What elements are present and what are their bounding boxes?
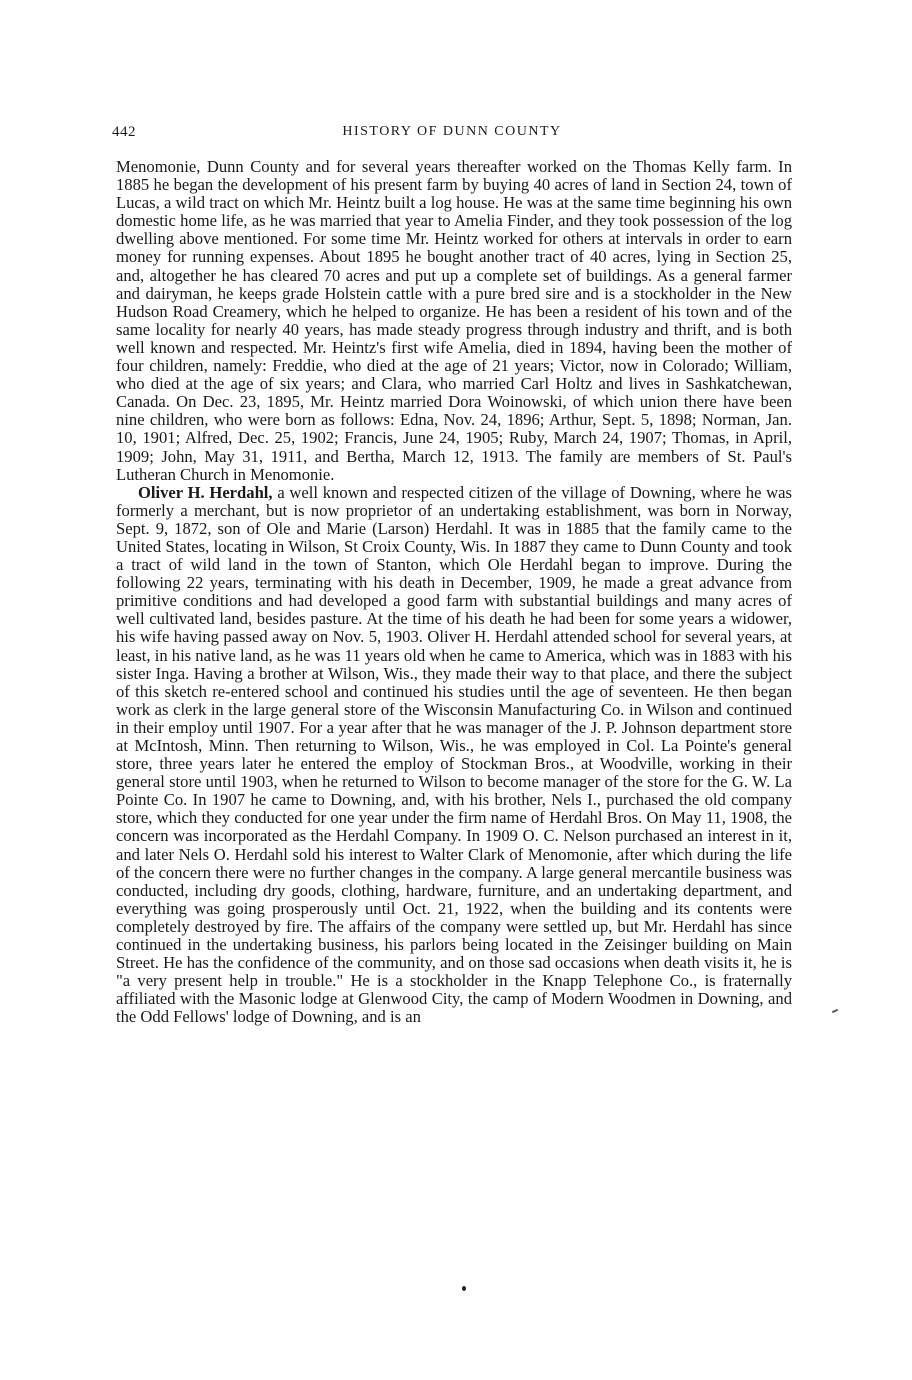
stray-ink-mark [462, 1286, 466, 1291]
margin-speck-mark [832, 1009, 838, 1013]
body-text [116, 158, 792, 1027]
paragraph-heintz-continued: Menomonie, Dunn County and for several years thereafter worked on the Thomas Kelly farm. In 1885 he began the development of his present farm by buying 40 acres of land in Section 24, town of Lucas, a wild tract on which Mr. Heintz built a log house. He was at the same time beginning his own domestic home life, as he was married that year to Amelia Finder, and they took possession of the log dwelling above mentioned. For some time Mr. Heintz worked for others at intervals in order to earn money for running expenses. About 1895 he bought another tract of 40 acres, lying in Section 25, and, altogether he has cleared 70 acres and put up a complete set of buildings. As a general farmer and dairyman, he keeps grade Holstein cattle with a pure bred sire and is a stockholder in the New Hudson Road Creamery, which he helped to organize. He has been a resident of his town and of the same locality for nearly 40 years, has made steady progress through industry and thrift, and is both well known and respected. Mr. Heintz's first wife Amelia, died in 1894, having been the mother of four children, namely: Freddie, who died at the age of 21 years; Victor, now in Colorado; William, who died at the age of six years; and Clara, who married Carl Holtz and lives in Sashkatchewan, Canada. On Dec. 23, 1895, Mr. Heintz married Dora Woinowski, of which union there have been nine children, who were born as follows: Edna, Nov. 24, 1896; Arthur, Sept. 5, 1898; Norman, Jan. 10, 1901; Alfred, Dec. 25, 1902; Francis, June 24, 1905; Ruby, March 24, 1907; Thomas, in April, 1909; John, May 31, 1911, and Bertha, March 12, 1913. The family are members of St. Paul's Lutheran Church in Menomonie. [116, 157, 792, 484]
paragraph-herdahl-text: a well known and respected citizen of the village of Downing, where he was formerly a merchant, but is now proprietor of an undertaking establishment, was born in Norway, Sept. 9, 1872, son of Ole and Marie (Larson) Herdahl. It was in 1885 that the family came to the United States, locating in Wilson, St Croix County, Wis. In 1887 they came to Dunn County and took a tract of wild land in the town of Stanton, which Ole Herdahl began to improve. During the following 22 years, terminating with his death in December, 1909, he made a great advance from primitive conditions and had developed a good farm with substantial buildings and many acres of well cultivated land, besides pasture. At the time of his death he had been for some years a widower, his wife having passed away on Nov. 5, 1903. Oliver H. Herdahl attended school for several years, at least, in his native land, as he was 11 years old when he came to America, which was in 1883 with his sister Inga. Having a brother at Wilson, Wis., they made their way to that place, and there the subject of this sketch re-entered school and continued his studies until the age of seventeen. He then began work as clerk in the large general store of the Wisconsin Manufacturing Co. in Wilson and continued in their employ until 1907. For a year after that he was manager of the J. P. Johnson department store at McIntosh, Minn. Then returning to Wilson, Wis., he was employed in Col. La Pointe's general store, three years later he entered the employ of Stockman Bros., at Woodville, working in their general store until 1903, when he returned to Wilson to become manager of the store for the G. W. La Pointe Co. In 1907 he came to Downing, and, with his brother, Nels I., purchased the old company store, which they conducted for one year under the firm name of Herdahl Bros. On May 11, 1908, the concern was incorporated as the Herdahl Company. In 1909 O. C. Nelson purchased an interest in it, and later Nels O. Herdahl sold his interest to Walter Clark of Menomonie, after which during the life of the concern there were no further changes in the company. A large general mercantile business was conducted, including dry goods, clothing, hardware, furniture, and an undertaking department, and everything was going prosperously until Oct. 21, 1922, when the building and its contents were completely destroyed by fire. The affairs of the company were settled up, but Mr. Herdahl has since continued in the undertaking business, his parlors being located in the Zeisinger building on Main Street. He has the confidence of the community, and on those sad occasions when death visits it, he is "a very present help in trouble." He is a stockholder in the Knapp Telephone Co., is fraternally affiliated with the Masonic lodge at Glenwood City, the camp of Modern Woodmen in Downing, and the Odd Fellows' lodge of Downing, and is an [116, 482, 792, 1027]
running-head: HISTORY OF DUNN COUNTY [342, 124, 562, 139]
page-header [112, 124, 792, 148]
paragraph-herdahl [116, 484, 792, 1027]
page-number: 442 [112, 124, 136, 140]
subject-name-herdahl: Oliver H. Herdahl, [138, 482, 273, 502]
